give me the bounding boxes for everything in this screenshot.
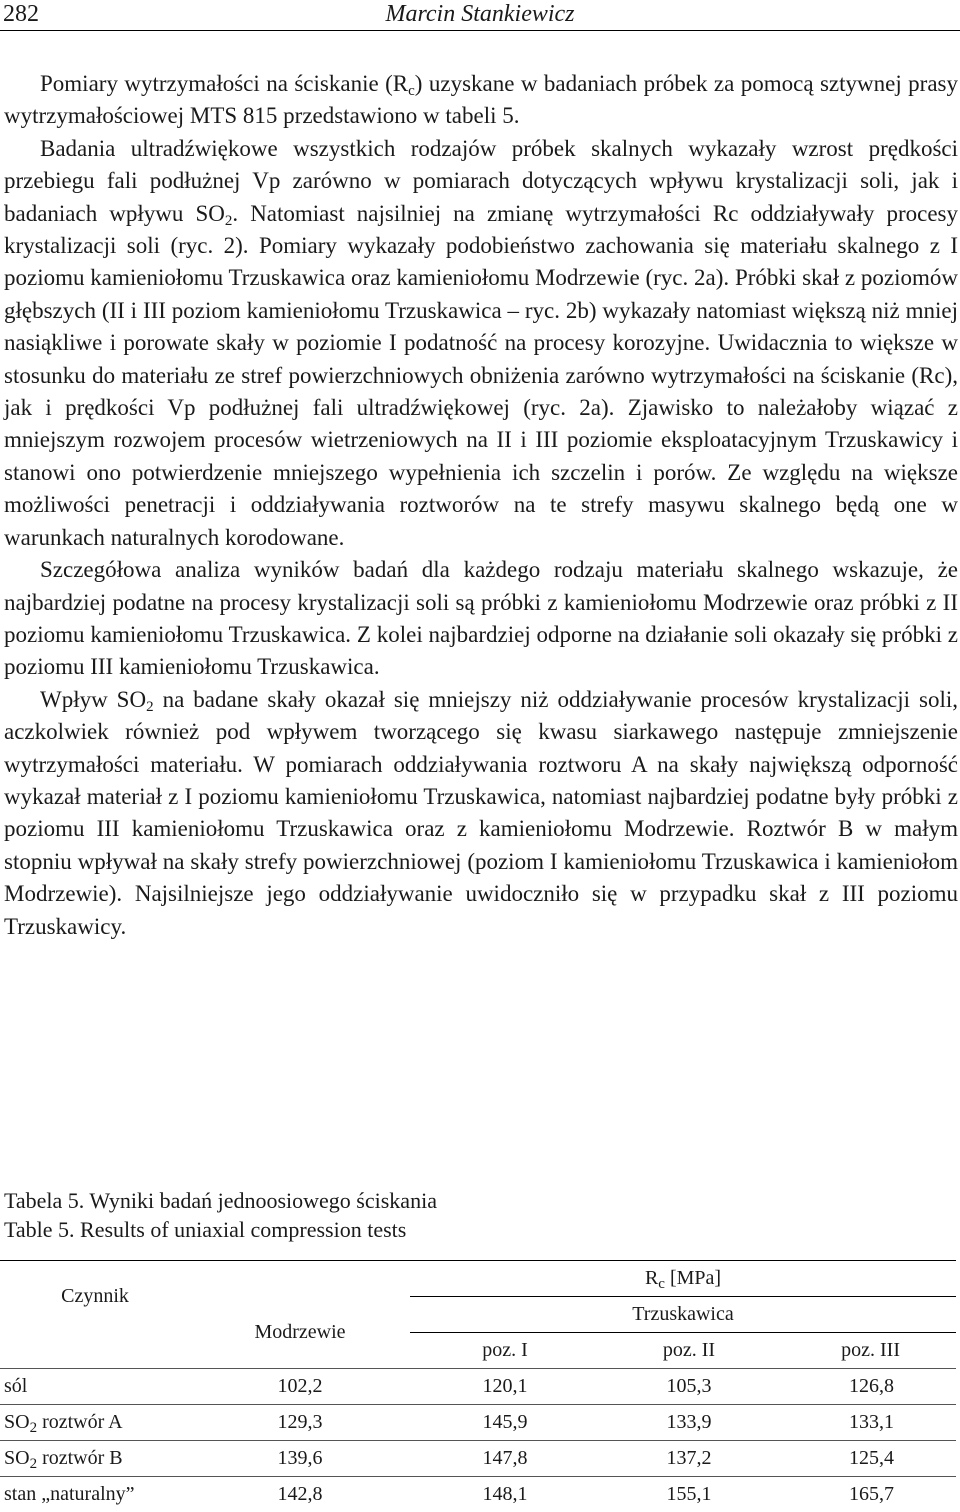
page-number: 282: [3, 1, 39, 28]
table-row: [0, 1405, 956, 1441]
cell-poz-1: 147,8: [410, 1441, 600, 1477]
cell-modrzewie: 142,8: [190, 1477, 410, 1512]
paragraph-2: Badania ultradźwiękowe wszystkich rodzajów próbek skalnych wykazały wzrost prędkości przebiegu fali podłużnej Vp zarówno w pomiarach dotyczących wpływu krystalizacji soli, jak i badaniach wpływu $SO_2$. Natomiast najsilniej na zmianę wytrzymałości Rc oddziaływały procesy krystalizacji soli (ryc. 2). Pomiary wykazały podobieństwo zachowania się materiału skalnego z I poziomu kamieniołomu Trzuskawica oraz kamieniołomu Modrzewie (ryc. 2a). Próbki skał z poziomów głębszych (II i III poziom kamieniołomu Trzuskawica – ryc. 2b) wykazały natomiast większą niż mniej nasiąkliwe i porowate skały w poziomie I podatność na procesy korozyjne. Uwidacznia to większe w stosunku do materiału ze stref powierzchniowych obniżenia zarówno wytrzymałości na ściskanie (Rc), jak i prędkości Vp podłużnej fali ultradźwiękowej (ryc. 2a). Zjawisko to należałoby wiązać z mniejszym rozwojem procesów wietrzeniowych na II i III poziomie eksploatacyjnym Trzuskawicy i stanowi ono potwierdzenie mniejszego wypełnienia ich szczelin i porów. Ze względu na większe możliwości penetracji i oddziaływania roztworów na te strefy masywu skalnego będą one w warunkach naturalnych korodowane.: [4, 133, 958, 554]
cell-poz-3: 126,8: [778, 1369, 956, 1405]
cell-poz-3: 133,1: [778, 1405, 956, 1441]
cell-poz-1: 120,1: [410, 1369, 600, 1405]
running-author: Marcin Stankiewicz: [0, 1, 960, 28]
cell-modrzewie: 102,2: [190, 1369, 410, 1405]
paragraph-4: Wpływ $SO_2$ na badane skały okazał się mniejszy niż oddziaływanie procesów krystalizacji soli, aczkolwiek również pod wpływem tworzącego się kwasu siarkawego następuje zmniejszenie wytrzymałości materiału. W pomiarach oddziaływania roztworu A na skały największą odporność wykazał materiał z I poziomu kamieniołomu Trzuskawica, natomiast najbardziej podatne były próbki z poziomu III kamieniołomu Trzuskawica oraz z kamieniołomu Modrzewie. Roztwór B w małym stopniu wpływał na skały strefy powierzchniowej (poziom I kamieniołomu Trzuskawica i kamieniołom Modrzewie). Najsilniejsze jego oddziaływanie uwidoczniło się w przypadku skał z III poziomu Trzuskawicy.: [4, 684, 958, 943]
header-poz-1: poz. I: [410, 1333, 600, 1369]
cell-modrzewie: 129,3: [190, 1405, 410, 1441]
body-text: [4, 68, 958, 943]
running-header: [0, 0, 960, 31]
header-modrzewie: Modrzewie: [190, 1297, 410, 1369]
cell-modrzewie: 139,6: [190, 1441, 410, 1477]
cell-poz-2: 105,3: [600, 1369, 778, 1405]
cell-poz-1: 145,9: [410, 1405, 600, 1441]
cell-poz-2: 155,1: [600, 1477, 778, 1512]
table-row: [0, 1369, 956, 1405]
cell-factor: $SO_2$ roztwór A: [0, 1405, 190, 1441]
table-caption: [4, 1186, 437, 1244]
cell-poz-2: 137,2: [600, 1441, 778, 1477]
header-czynnik: Czynnik: [0, 1261, 190, 1333]
paragraph-3: Szczegółowa analiza wyników badań dla każdego rodzaju materiału skalnego wskazuje, że najbardziej podatne na procesy krystalizacji soli są próbki z kamieniołomu Modrzewie oraz próbki z II poziomu kamieniołomu Trzuskawica. Z kolei najbardziej odporne na działanie soli okazały się próbki z poziomu III kamieniołomu Trzuskawica.: [4, 554, 958, 684]
table-caption-pl: Tabela 5. Wyniki badań jednoosiowego ściskania: [4, 1186, 437, 1215]
header-poz-2: poz. II: [600, 1333, 778, 1369]
cell-poz-3: 125,4: [778, 1441, 956, 1477]
cell-poz-3: 165,7: [778, 1477, 956, 1512]
paragraph-1: Pomiary wytrzymałości na ściskanie $(R_c)$ uzyskane w badaniach próbek za pomocą sztywnej prasy wytrzymałościowej MTS 815 przedstawiono w tabeli 5.: [4, 68, 958, 133]
results-table: [0, 1260, 956, 1512]
cell-factor: sól: [0, 1369, 190, 1405]
table-row: [0, 1441, 956, 1477]
header-rc: $R_c$ [MPa]: [410, 1261, 956, 1297]
table-caption-en: Table 5. Results of uniaxial compression tests: [4, 1215, 437, 1244]
cell-factor: stan „naturalny”: [0, 1477, 190, 1512]
header-trzuskawica: Trzuskawica: [410, 1297, 956, 1333]
cell-poz-1: 148,1: [410, 1477, 600, 1512]
cell-factor: $SO_2$ roztwór B: [0, 1441, 190, 1477]
cell-poz-2: 133,9: [600, 1405, 778, 1441]
table-row: [0, 1477, 956, 1512]
header-poz-3: poz. III: [778, 1333, 956, 1369]
